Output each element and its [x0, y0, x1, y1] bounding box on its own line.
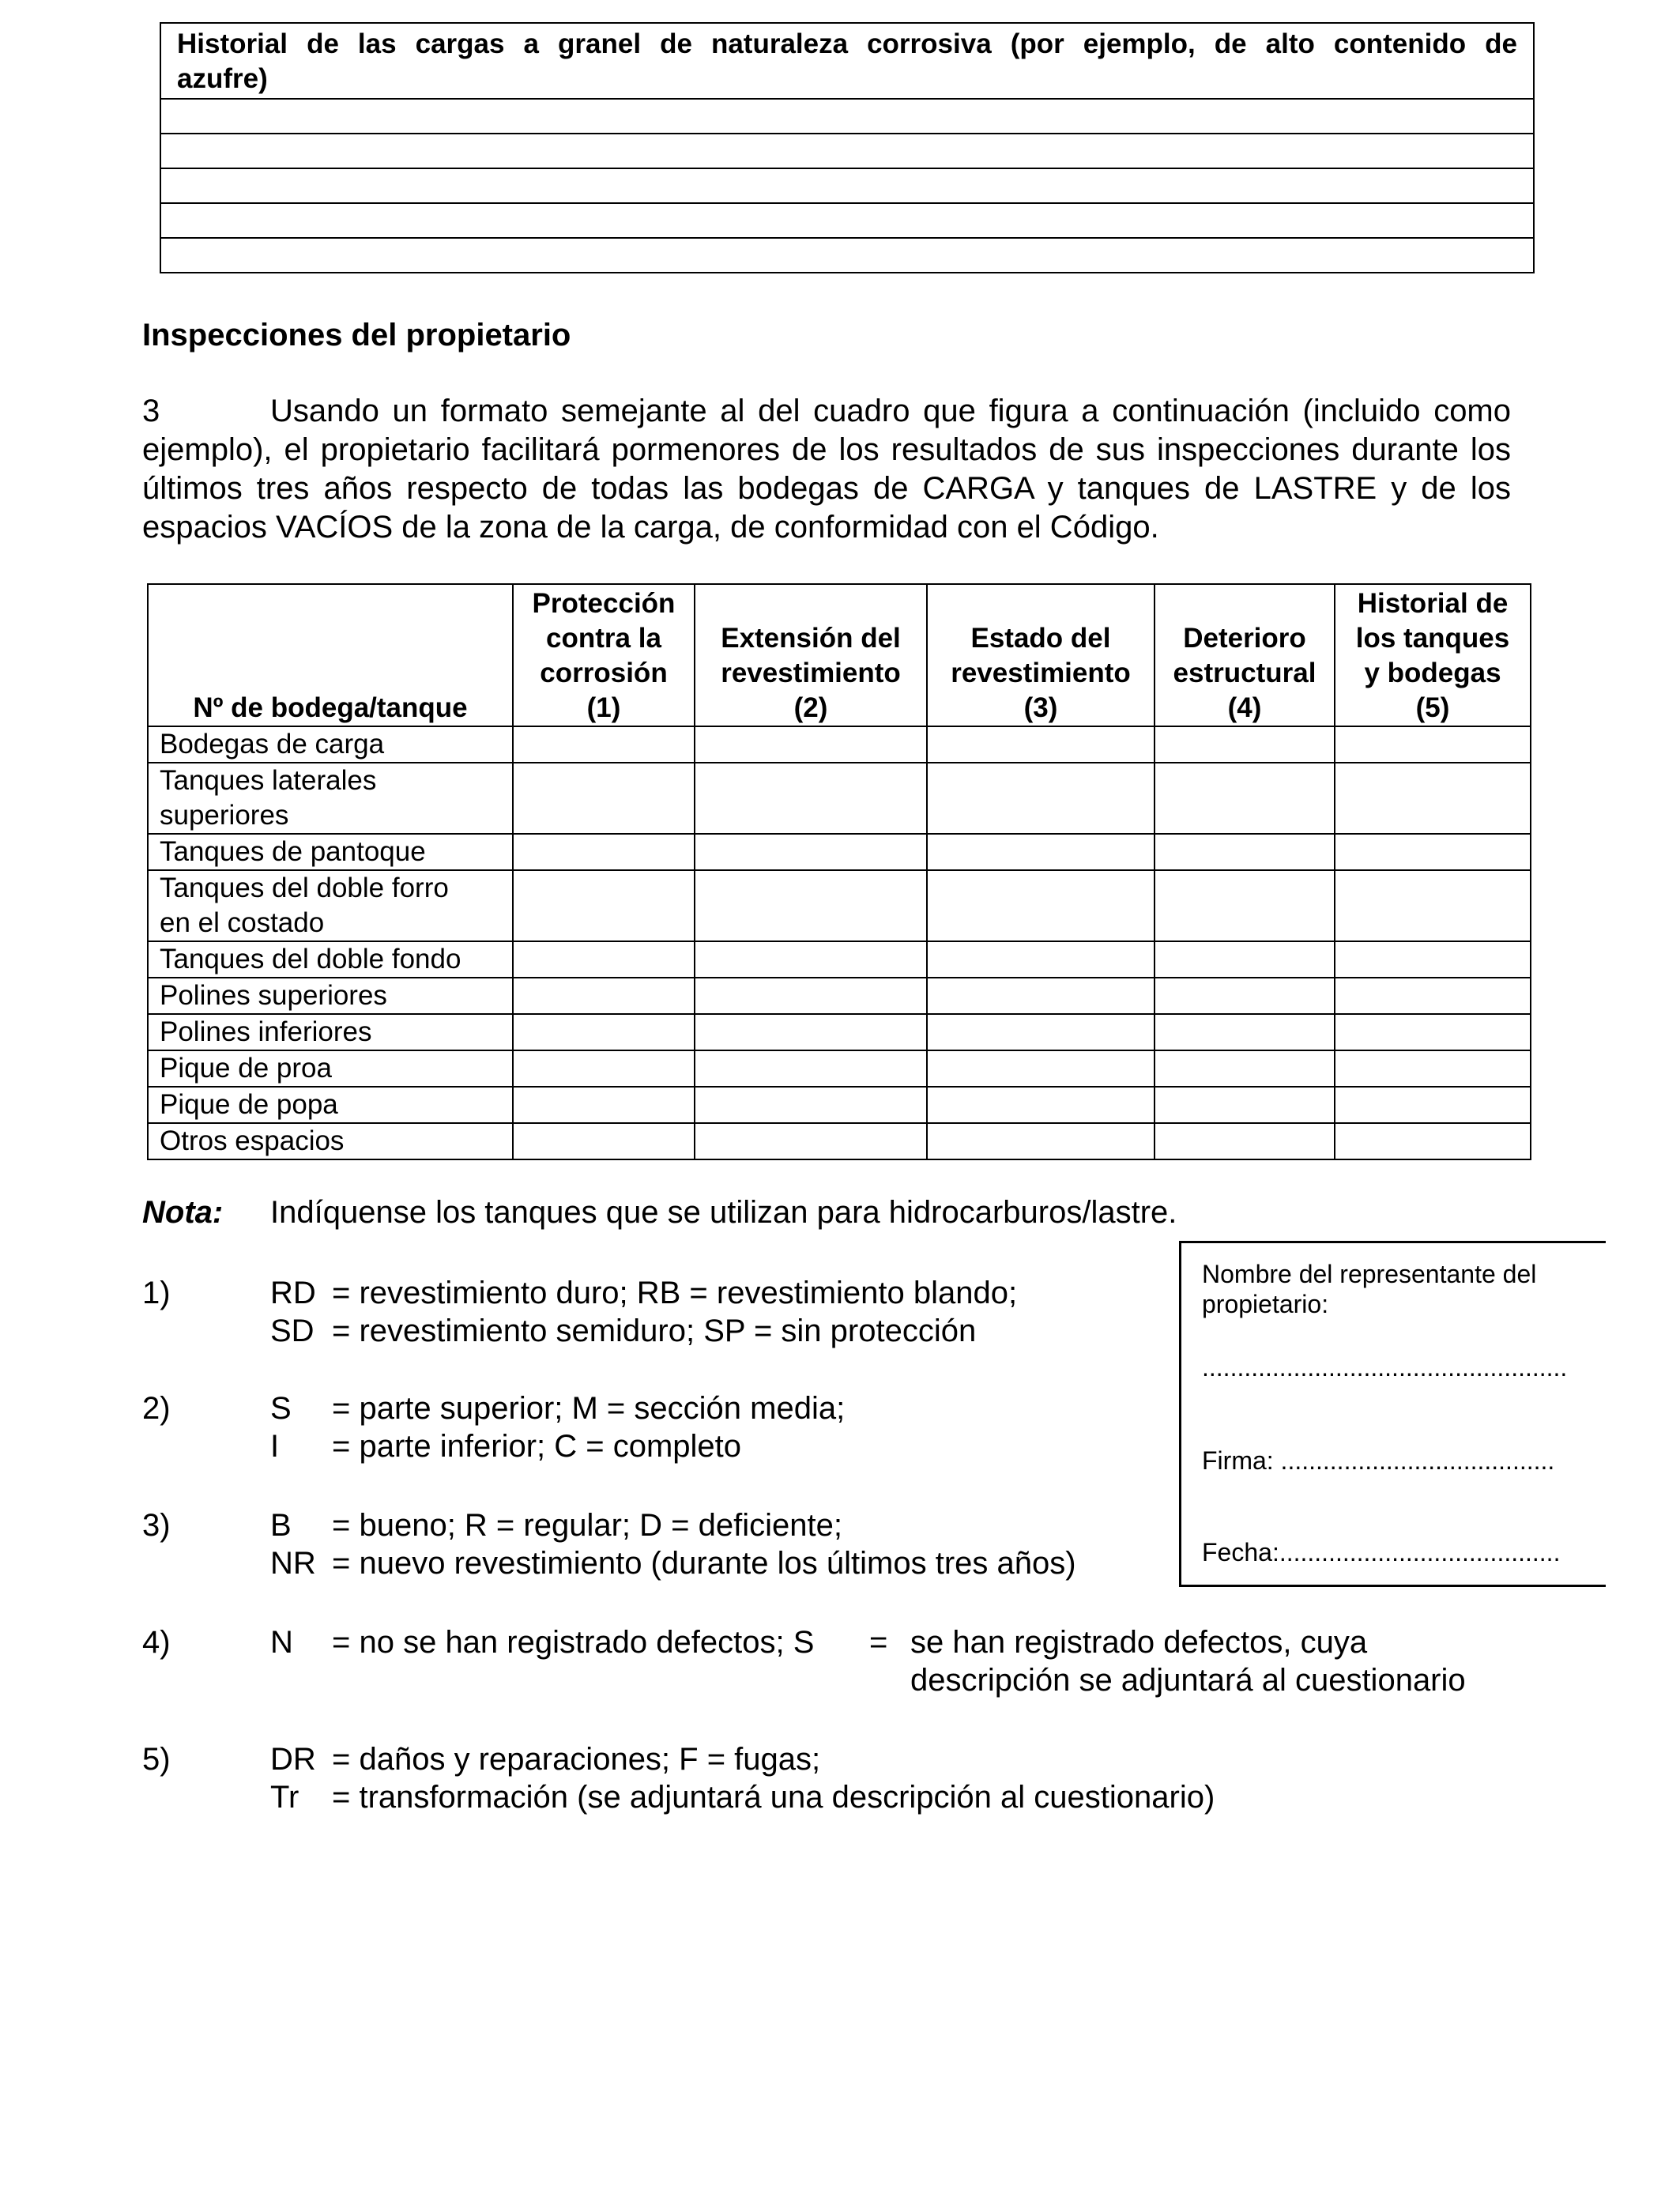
row-label [148, 834, 513, 870]
entry-cell[interactable] [1335, 1050, 1531, 1087]
column-header-line1 [931, 586, 1151, 621]
column-header-line4: (5) [1415, 692, 1450, 723]
column-header-2 [513, 584, 695, 726]
entry-cell[interactable] [695, 1050, 927, 1087]
entry-cell[interactable] [513, 1087, 695, 1123]
history-table-header [160, 23, 1534, 99]
table-row [148, 1087, 1531, 1123]
nota-text: Indíquense los tanques que se utilizan para hidrocarburos/lastre. [270, 1195, 1177, 1230]
column-header-line2: los tanques [1355, 623, 1510, 654]
paragraph-number: 3 [142, 394, 160, 428]
entry-cell[interactable] [1335, 1014, 1531, 1050]
column-header-6 [1335, 584, 1531, 726]
table-row [148, 870, 1531, 941]
entry-cell[interactable] [513, 726, 695, 763]
entry-cell[interactable] [1155, 978, 1335, 1014]
row-label [148, 726, 513, 763]
history-empty-row[interactable] [160, 203, 1534, 238]
entry-cell[interactable] [1155, 726, 1335, 763]
note-text: = no se han registrado defectos; S [332, 1625, 815, 1660]
column-header-line3: y bodegas [1364, 658, 1501, 688]
column-header-line4: (4) [1227, 692, 1262, 723]
note-code: S [270, 1391, 292, 1426]
entry-cell[interactable] [927, 978, 1155, 1014]
column-header-line3: revestimiento [951, 658, 1131, 688]
row-label [148, 1123, 513, 1159]
entry-cell[interactable] [1155, 1050, 1335, 1087]
entry-cell[interactable] [513, 834, 695, 870]
entry-cell[interactable] [927, 1050, 1155, 1087]
table-row [148, 941, 1531, 978]
paragraph-3 [142, 392, 1511, 547]
row-label-line1: Tanques del doble fondo [160, 944, 461, 974]
column-header-line4: (2) [793, 692, 828, 723]
row-label [148, 1014, 513, 1050]
history-header-line2: azufre) [177, 63, 268, 94]
entry-cell[interactable] [1335, 726, 1531, 763]
note-text: = parte superior; M = sección media; [332, 1391, 846, 1426]
column-header-line3: corrosión [540, 658, 668, 688]
row-label [148, 1087, 513, 1123]
column-header-5 [1155, 584, 1335, 726]
history-empty-row[interactable] [160, 168, 1534, 203]
entry-cell[interactable] [927, 834, 1155, 870]
row-label-line1: Tanques de pantoque [160, 836, 426, 867]
note-code: SD [270, 1314, 315, 1348]
entry-cell[interactable] [695, 834, 927, 870]
row-label-line1: Pique de popa [160, 1089, 338, 1120]
column-header-line4: Nº de bodega/tanque [193, 692, 468, 723]
entry-cell[interactable] [927, 870, 1155, 941]
entry-cell[interactable] [927, 1087, 1155, 1123]
table-row [148, 978, 1531, 1014]
table-row [148, 763, 1531, 834]
entry-cell[interactable] [1335, 978, 1531, 1014]
representative-label-line2: propietario: [1202, 1290, 1329, 1318]
entry-cell[interactable] [695, 763, 927, 834]
column-header-line1 [699, 586, 923, 621]
nota-label: Nota: [142, 1195, 224, 1230]
table-row [148, 1123, 1531, 1159]
row-label-line2: en el costado [160, 907, 325, 938]
entry-cell[interactable] [1155, 941, 1335, 978]
note-text: = daños y reparaciones; F = fugas; [332, 1742, 821, 1777]
column-header-line1: Protección [532, 588, 676, 619]
column-header-line1: Historial de [1357, 588, 1509, 619]
column-header-1 [148, 584, 513, 726]
column-header-line2: contra la [546, 623, 661, 654]
entry-cell[interactable] [695, 726, 927, 763]
entry-cell[interactable] [1155, 870, 1335, 941]
row-label-line1: Tanques del doble forro [160, 873, 449, 903]
column-header-line3 [152, 656, 509, 691]
entry-cell[interactable] [1335, 941, 1531, 978]
entry-cell[interactable] [695, 1123, 927, 1159]
column-header-line3: revestimiento [721, 658, 901, 688]
paragraph-text: Usando un formato semejante al del cuadro que figura a continuación (incluido como ejemplo), el propietario facilitará pormenores de los resultados de sus inspecciones durante los últimos tres años respecto de todas las bodegas de CARGA y tanques de LASTRE y de los espacios VACÍOS de la zona de la carga, de conformidad con el Código. [142, 394, 1511, 545]
entry-cell[interactable] [1155, 1087, 1335, 1123]
note-number: 3) [142, 1508, 171, 1543]
note-number: 2) [142, 1391, 171, 1426]
row-label [148, 978, 513, 1014]
note-number: 5) [142, 1742, 171, 1777]
column-header-3 [695, 584, 927, 726]
note-text: = parte inferior; C = completo [332, 1429, 742, 1464]
entry-cell[interactable] [695, 870, 927, 941]
table-row [148, 834, 1531, 870]
entry-cell[interactable] [927, 941, 1155, 978]
entry-cell[interactable] [695, 941, 927, 978]
column-header-line2: Deterioro [1183, 623, 1306, 654]
entry-cell[interactable] [927, 1123, 1155, 1159]
note-text: = bueno; R = regular; D = deficiente; [332, 1508, 842, 1543]
entry-cell[interactable] [513, 763, 695, 834]
row-label-line2: superiores [160, 800, 289, 831]
history-empty-row[interactable] [160, 134, 1534, 168]
entry-cell[interactable] [513, 941, 695, 978]
entry-cell[interactable] [1155, 763, 1335, 834]
row-label [148, 763, 513, 834]
entry-cell[interactable] [513, 978, 695, 1014]
entry-cell[interactable] [927, 726, 1155, 763]
column-header-line2: Extensión del [721, 623, 901, 654]
entry-cell[interactable] [513, 1014, 695, 1050]
note-code: DR [270, 1742, 316, 1777]
row-label-line1: Polines superiores [160, 980, 387, 1011]
note-number: 1) [142, 1276, 171, 1310]
signature-field[interactable]: Firma: ....................................... [1202, 1446, 1555, 1475]
row-label-line1: Pique de proa [160, 1053, 332, 1084]
note-text: = revestimiento duro; RB = revestimiento blando; [332, 1276, 1018, 1310]
owner-representative-signature-box [1179, 1241, 1606, 1587]
note-text: = transformación (se adjuntará una descripción al cuestionario) [332, 1780, 1215, 1815]
entry-cell[interactable] [695, 1087, 927, 1123]
column-header-line4: (1) [586, 692, 621, 723]
column-header-line1 [1158, 586, 1331, 621]
note-code: B [270, 1508, 292, 1543]
entry-cell[interactable] [1155, 1123, 1335, 1159]
note-text: = revestimiento semiduro; SP = sin protección [332, 1314, 977, 1348]
note-text: = nuevo revestimiento (durante los últimos tres años) [332, 1546, 1076, 1581]
note-code: Tr [270, 1780, 299, 1815]
table-row [148, 726, 1531, 763]
entry-cell[interactable] [927, 1014, 1155, 1050]
note-number: 4) [142, 1625, 171, 1660]
table-row [148, 1014, 1531, 1050]
note-extra-text: descripción se adjuntará al cuestionario [910, 1663, 1466, 1698]
entry-cell[interactable] [1335, 834, 1531, 870]
history-empty-row[interactable] [160, 99, 1534, 134]
note-code: N [270, 1625, 293, 1660]
table-row [148, 1050, 1531, 1087]
entry-cell[interactable] [513, 1123, 695, 1159]
column-header-line4: (3) [1023, 692, 1058, 723]
row-label-line1: Otros espacios [160, 1125, 345, 1156]
entry-cell[interactable] [1155, 1014, 1335, 1050]
row-label-line1: Bodegas de carga [160, 729, 385, 760]
column-header-line2: Estado del [970, 623, 1111, 654]
entry-cell[interactable] [695, 978, 927, 1014]
row-label [148, 1050, 513, 1087]
column-header-4 [927, 584, 1155, 726]
inspections-table [147, 583, 1531, 1160]
note-code: RD [270, 1276, 316, 1310]
date-field[interactable]: Fecha:........................................ [1202, 1538, 1561, 1566]
entry-cell[interactable] [1335, 870, 1531, 941]
entry-cell[interactable] [927, 763, 1155, 834]
history-header-line1: Historial de las cargas a granel de naturaleza corrosiva (por ejemplo, de alto contenido de [177, 28, 1517, 59]
history-empty-row[interactable] [160, 238, 1534, 273]
column-header-line1 [152, 586, 509, 621]
section-heading: Inspecciones del propietario [142, 318, 571, 352]
representative-name-field[interactable]: .................................................... [1202, 1353, 1568, 1382]
row-label-line1: Tanques laterales [160, 765, 377, 796]
representative-label-line1: Nombre del representante del [1202, 1260, 1537, 1288]
entry-cell[interactable] [695, 1014, 927, 1050]
column-header-line3: estructural [1173, 658, 1317, 688]
row-label-line1: Polines inferiores [160, 1016, 372, 1047]
note-code: I [270, 1429, 280, 1464]
entry-cell[interactable] [1335, 1123, 1531, 1159]
column-header-line2 [152, 621, 509, 656]
note-extra-text: se han registrado defectos, cuya [910, 1625, 1368, 1660]
corrosive-cargo-history-table [160, 22, 1535, 273]
entry-cell[interactable] [513, 1050, 695, 1087]
note-code: NR [270, 1546, 316, 1581]
entry-cell[interactable] [1155, 834, 1335, 870]
row-label [148, 870, 513, 941]
entry-cell[interactable] [513, 870, 695, 941]
note-equals: = [869, 1625, 888, 1660]
entry-cell[interactable] [1335, 1087, 1531, 1123]
entry-cell[interactable] [1335, 763, 1531, 834]
row-label [148, 941, 513, 978]
